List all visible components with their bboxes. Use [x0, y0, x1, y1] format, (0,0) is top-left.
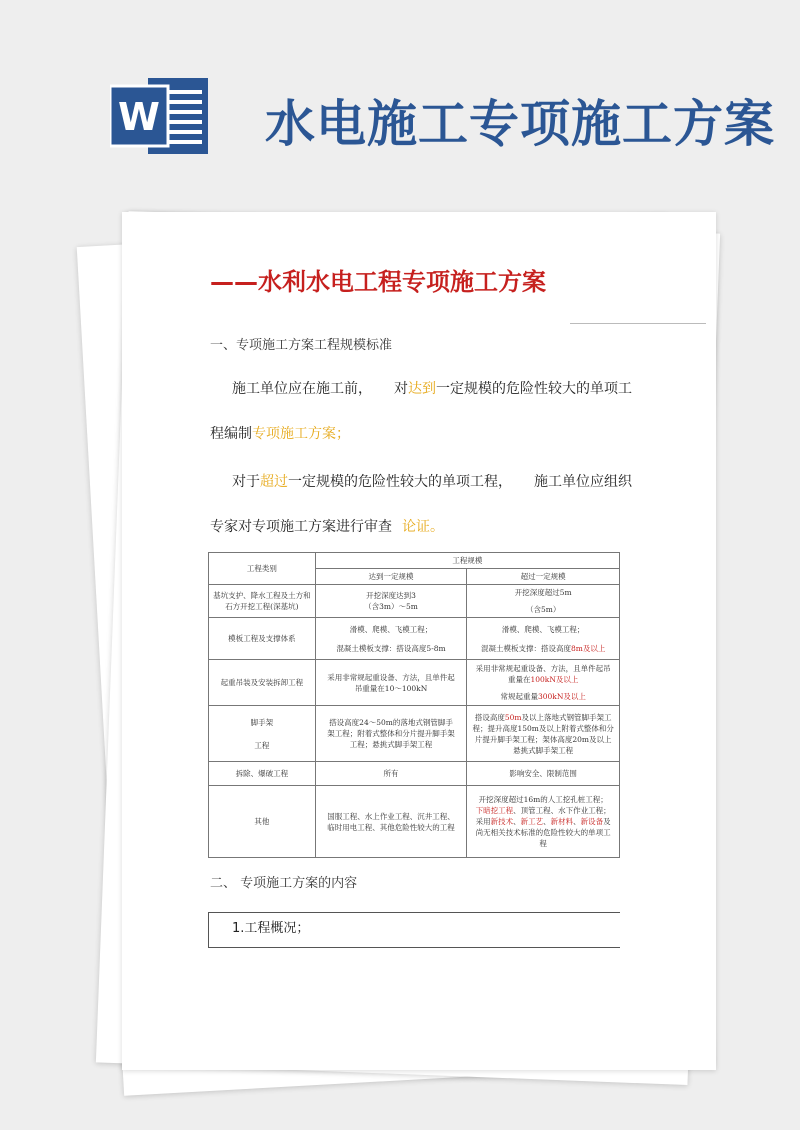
document-title: ——水利水电工程专项施工方案	[210, 262, 552, 297]
section1-heading: 一、专项施工方案工程规模标准	[210, 338, 393, 353]
header-scale: 工程规模	[315, 553, 619, 569]
cell-exceed: 开挖深度超过16m的人工挖孔桩工程； 下暗挖工程、顶管工程、水下作业工程； 采用新技术、新工艺、新材料、新设备及 尚无相关技术标准的危险性较大的单项工 程	[467, 786, 620, 858]
cell-category: 脚手架 工程	[209, 706, 316, 762]
table-row	[209, 786, 620, 858]
cell-exceed: 影响安全、限制范围	[467, 762, 620, 786]
title-rule	[570, 323, 706, 324]
para1-text: 施工单位应在施工前，	[232, 381, 372, 397]
cell-reach: 搭设高度24～50m的落地式钢管脚手 架工程；附着式整体和分片提升脚手架 工程；悬挑式脚手架工程	[315, 706, 467, 762]
paragraph-1-cont	[210, 423, 350, 443]
table-row	[209, 706, 620, 762]
document-title-block	[210, 262, 620, 302]
document-page	[122, 212, 716, 1070]
cell-exceed: 搭设高度50m及以上落地式钢管脚手架工 程；提升高度150m及以上附着式整体和分 片提升脚手架工程；架体高度20m及以上 悬挑式脚手架工程	[467, 706, 620, 762]
scale-table	[208, 552, 620, 858]
cell-category: 其他	[209, 786, 316, 858]
header-exceed: 超过一定规模	[467, 569, 620, 585]
cell-category: 起重吊装及安装拆卸工程	[209, 660, 316, 706]
para1-highlight: 专项施工方案；	[252, 426, 350, 442]
cell-category: 模板工程及支撑体系	[209, 618, 316, 660]
cell-exceed: 采用非常规起重设备、方法，且单件起吊 重量在100kN及以上 常规起重量300kN及以上	[467, 660, 620, 706]
cell-reach: 采用非常规起重设备、方法，且单件起 吊重量在10～100kN	[315, 660, 467, 706]
box-rule	[208, 912, 209, 947]
cell-reach: 国服工程、水上作业工程、沉井工程、 临时用电工程、其他危险性较大的工程	[315, 786, 467, 858]
header-reach: 达到一定规模	[315, 569, 467, 585]
para2-text: 施工单位应组织	[534, 474, 632, 490]
section2-heading: 二、 专项施工方案的内容	[210, 876, 358, 891]
banner-title: 水电施工专项施工方案	[265, 95, 775, 153]
header-category: 工程类别	[209, 553, 316, 585]
para1-highlight: 达到	[408, 381, 436, 397]
box-rule	[208, 947, 620, 948]
para2-highlight: 论证。	[402, 519, 444, 535]
para2-text: 一定规模的危险性较大的单项工程，	[288, 474, 512, 490]
cell-category: 基坑支护、降水工程及土方和 石方开挖工程(深基坑)	[209, 585, 316, 618]
para2-highlight: 超过	[260, 474, 288, 490]
cell-category: 拆除、爆破工程	[209, 762, 316, 786]
table-row	[209, 762, 620, 786]
para1-text: 一定规模的危险性较大的单项工	[436, 381, 632, 397]
paragraph-2	[232, 471, 632, 491]
svg-text:W: W	[118, 95, 160, 139]
table-row	[209, 618, 620, 660]
paragraph-1	[232, 378, 632, 398]
box-rule	[208, 912, 620, 913]
table-row	[209, 660, 620, 706]
table-row	[209, 585, 620, 618]
para2-text: 对于	[232, 474, 260, 490]
word-app-icon	[110, 76, 210, 156]
item-1: 1.工程概况；	[232, 921, 310, 936]
cell-reach: 所有	[315, 762, 467, 786]
cell-reach: 滑模、爬模、飞模工程； 混凝土模板支撑：搭设高度5-8m	[315, 618, 467, 660]
cell-reach: 开挖深度达到3 （含3m）～5m	[315, 585, 467, 618]
para2-text: 专家对专项施工方案进行审查	[210, 519, 392, 535]
cell-exceed: 开挖深度超过5m （含5m）	[467, 585, 620, 618]
para1-text: 程编制	[210, 426, 252, 442]
paragraph-2-cont	[210, 516, 444, 536]
para1-text: 对	[394, 381, 408, 397]
cell-exceed: 滑模、爬模、飞模工程； 混凝土模板支撑：搭设高度8m及以上	[467, 618, 620, 660]
